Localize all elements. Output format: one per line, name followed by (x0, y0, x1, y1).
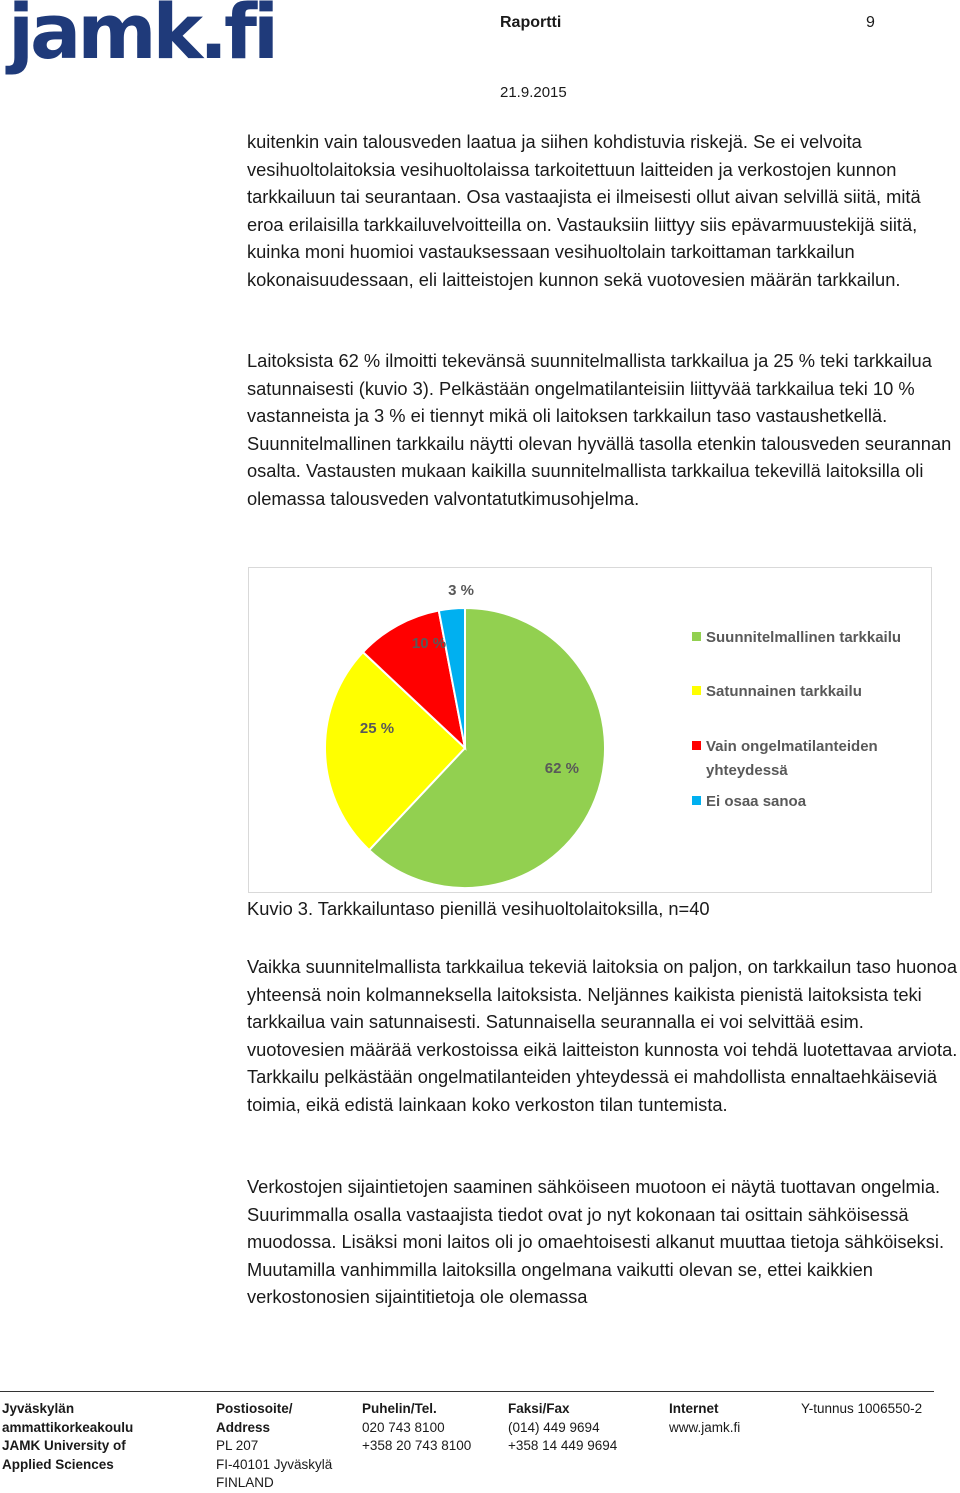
footer-col-fax (508, 1400, 617, 1456)
pie-chart-svg (249, 568, 933, 894)
legend-label: yhteydessä (706, 762, 788, 779)
footer-text: FINLAND (216, 1475, 274, 1491)
footer-text: Address (216, 1419, 271, 1435)
report-date: 21.9.2015 (500, 84, 567, 101)
legend-swatch (692, 686, 701, 695)
pie-data-label: 3 % (448, 582, 474, 599)
footer-website-link[interactable]: www.jamk.fi (669, 1419, 741, 1435)
paragraph-2: Laitoksista 62 % ilmoitti tekevänsä suunnitelmallista tarkkailua ja 25 % teki tarkkailua satunnaisesti (kuvio 3). Pelkästään ongelmatilanteisiin liittyvää tarkkailua teki 10 % vastanneista ja 3 % ei tiennyt mikä oli laitoksen tarkkailun taso vastaushetkellä. Suunnitelmallinen tarkkailu näytti olevan hyvällä tasolla etenkin talousveden seurannan osalta. Vastausten mukaan kaikilla suunnitelmallista tarkkailua tekevillä laitoksilla oli olemassa talousveden valvontatutkimusohjelma. (247, 350, 952, 509)
legend-swatch (692, 741, 701, 750)
legend-label: Suunnitelmallinen tarkkailu (706, 629, 902, 646)
footer-text: +358 20 743 8100 (362, 1438, 472, 1454)
paragraph-4: Verkostojen sijaintietojen saaminen sähköiseen muotoon ei näytä tuottavan ongelmia. Suurimmalla osalla vastaajista tiedot ovat jo nyt kokonaan tai osittain sähköisessä muodossa. Lisäksi moni laitos oli jo omaehtoisesti alkanut muuttaa tietoja sähköiseksi. Muutamilla vanhimmilla laitoksilla ongelmana vaikutti olevan se, ettei kaikkien verkostonosien sijaintitietoja ole olemassa (247, 1176, 945, 1307)
footer-col-address (216, 1400, 332, 1493)
pie-data-label: 62 % (544, 760, 579, 777)
footer-text: 020 743 8100 (362, 1419, 445, 1435)
paragraph-3: Vaikka suunnitelmallista tarkkailua tekeviä laitoksia on paljon, on tarkkailun taso huonoa yhteensä noin kolmanneksella laitoksista. Neljännes kaikista pienistä laitoksista teki tarkkailua vain satunnaisesti. Satunnaisella seurannalla ei voi selvittää esim. vuotovesien määrää verkostoissa eikä laitteiston kunnosta voi tehdä luotettavaa arviota. Tarkkailu pelkästään ongelmatilanteiden yhteydessä ei mahdollista ennaltaehkäiseviä toimia, eikä edistä lainkaan koko verkoston tilan tuntemista. (247, 956, 958, 1115)
report-title: Raportti (500, 14, 562, 31)
footer-text: Y-tunnus 1006550-2 (801, 1401, 923, 1416)
jamk-logo: jamk.fi (8, 0, 276, 76)
footer-divider (0, 1391, 934, 1392)
page-number: 9 (866, 14, 875, 31)
pie-chart (248, 567, 932, 893)
footer-col-institution (2, 1400, 133, 1474)
figure-caption: Kuvio 3. Tarkkailuntaso pienillä vesihuoltolaitoksilla, n=40 (247, 898, 710, 919)
legend-label: Satunnainen tarkkailu (706, 683, 862, 700)
footer-text: +358 14 449 9694 (508, 1438, 618, 1454)
paragraph-1: kuitenkin vain talousveden laatua ja siihen kohdistuvia riskejä. Se ei velvoita vesihuoltolaitoksia vesihuoltolaissa tarkoitettuun laitteiden ja verkostojen kunnon tarkkailuun tai seurantaan. Osa vastaajista ei ilmeisesti ollut aivan selvillä siitä, mitä eroa erilaisilla tarkkailuvelvoitteilla on. Vastauksiin liittyy siis epävarmuustekijä siitä, kuinka moni huomioi vastauksessaan vesihuoltolain tarkoittaman tarkkailun kokonaisuudessaan, eli laitteistojen kunnon sekä vuotovesien määrän tarkkailun. (247, 131, 921, 290)
footer-text: JAMK University of (2, 1438, 126, 1454)
legend-swatch (692, 632, 701, 641)
footer-text: Puhelin/Tel. (362, 1401, 437, 1416)
pie-data-label: 10 % (411, 635, 447, 652)
footer-text: PL 207 (216, 1438, 259, 1454)
legend-label: Vain ongelmatilanteiden (706, 738, 878, 755)
footer-text: (014) 449 9694 (508, 1419, 600, 1435)
footer-text: Postiosoite/ (216, 1401, 293, 1416)
footer-text: FI-40101 Jyväskylä (216, 1456, 333, 1472)
footer-col-business-id (801, 1400, 922, 1419)
footer-text: Internet (669, 1401, 719, 1416)
footer-col-phone (362, 1400, 471, 1456)
footer-text: Applied Sciences (2, 1456, 114, 1472)
footer-text: Jyväskylän (2, 1401, 75, 1416)
footer-col-internet (669, 1400, 740, 1437)
footer-text: Faksi/Fax (508, 1401, 570, 1416)
legend-swatch (692, 796, 701, 805)
pie-data-label: 25 % (359, 720, 395, 737)
footer-text: ammattikorkeakoulu (2, 1419, 134, 1435)
legend-label: Ei osaa sanoa (706, 793, 807, 810)
